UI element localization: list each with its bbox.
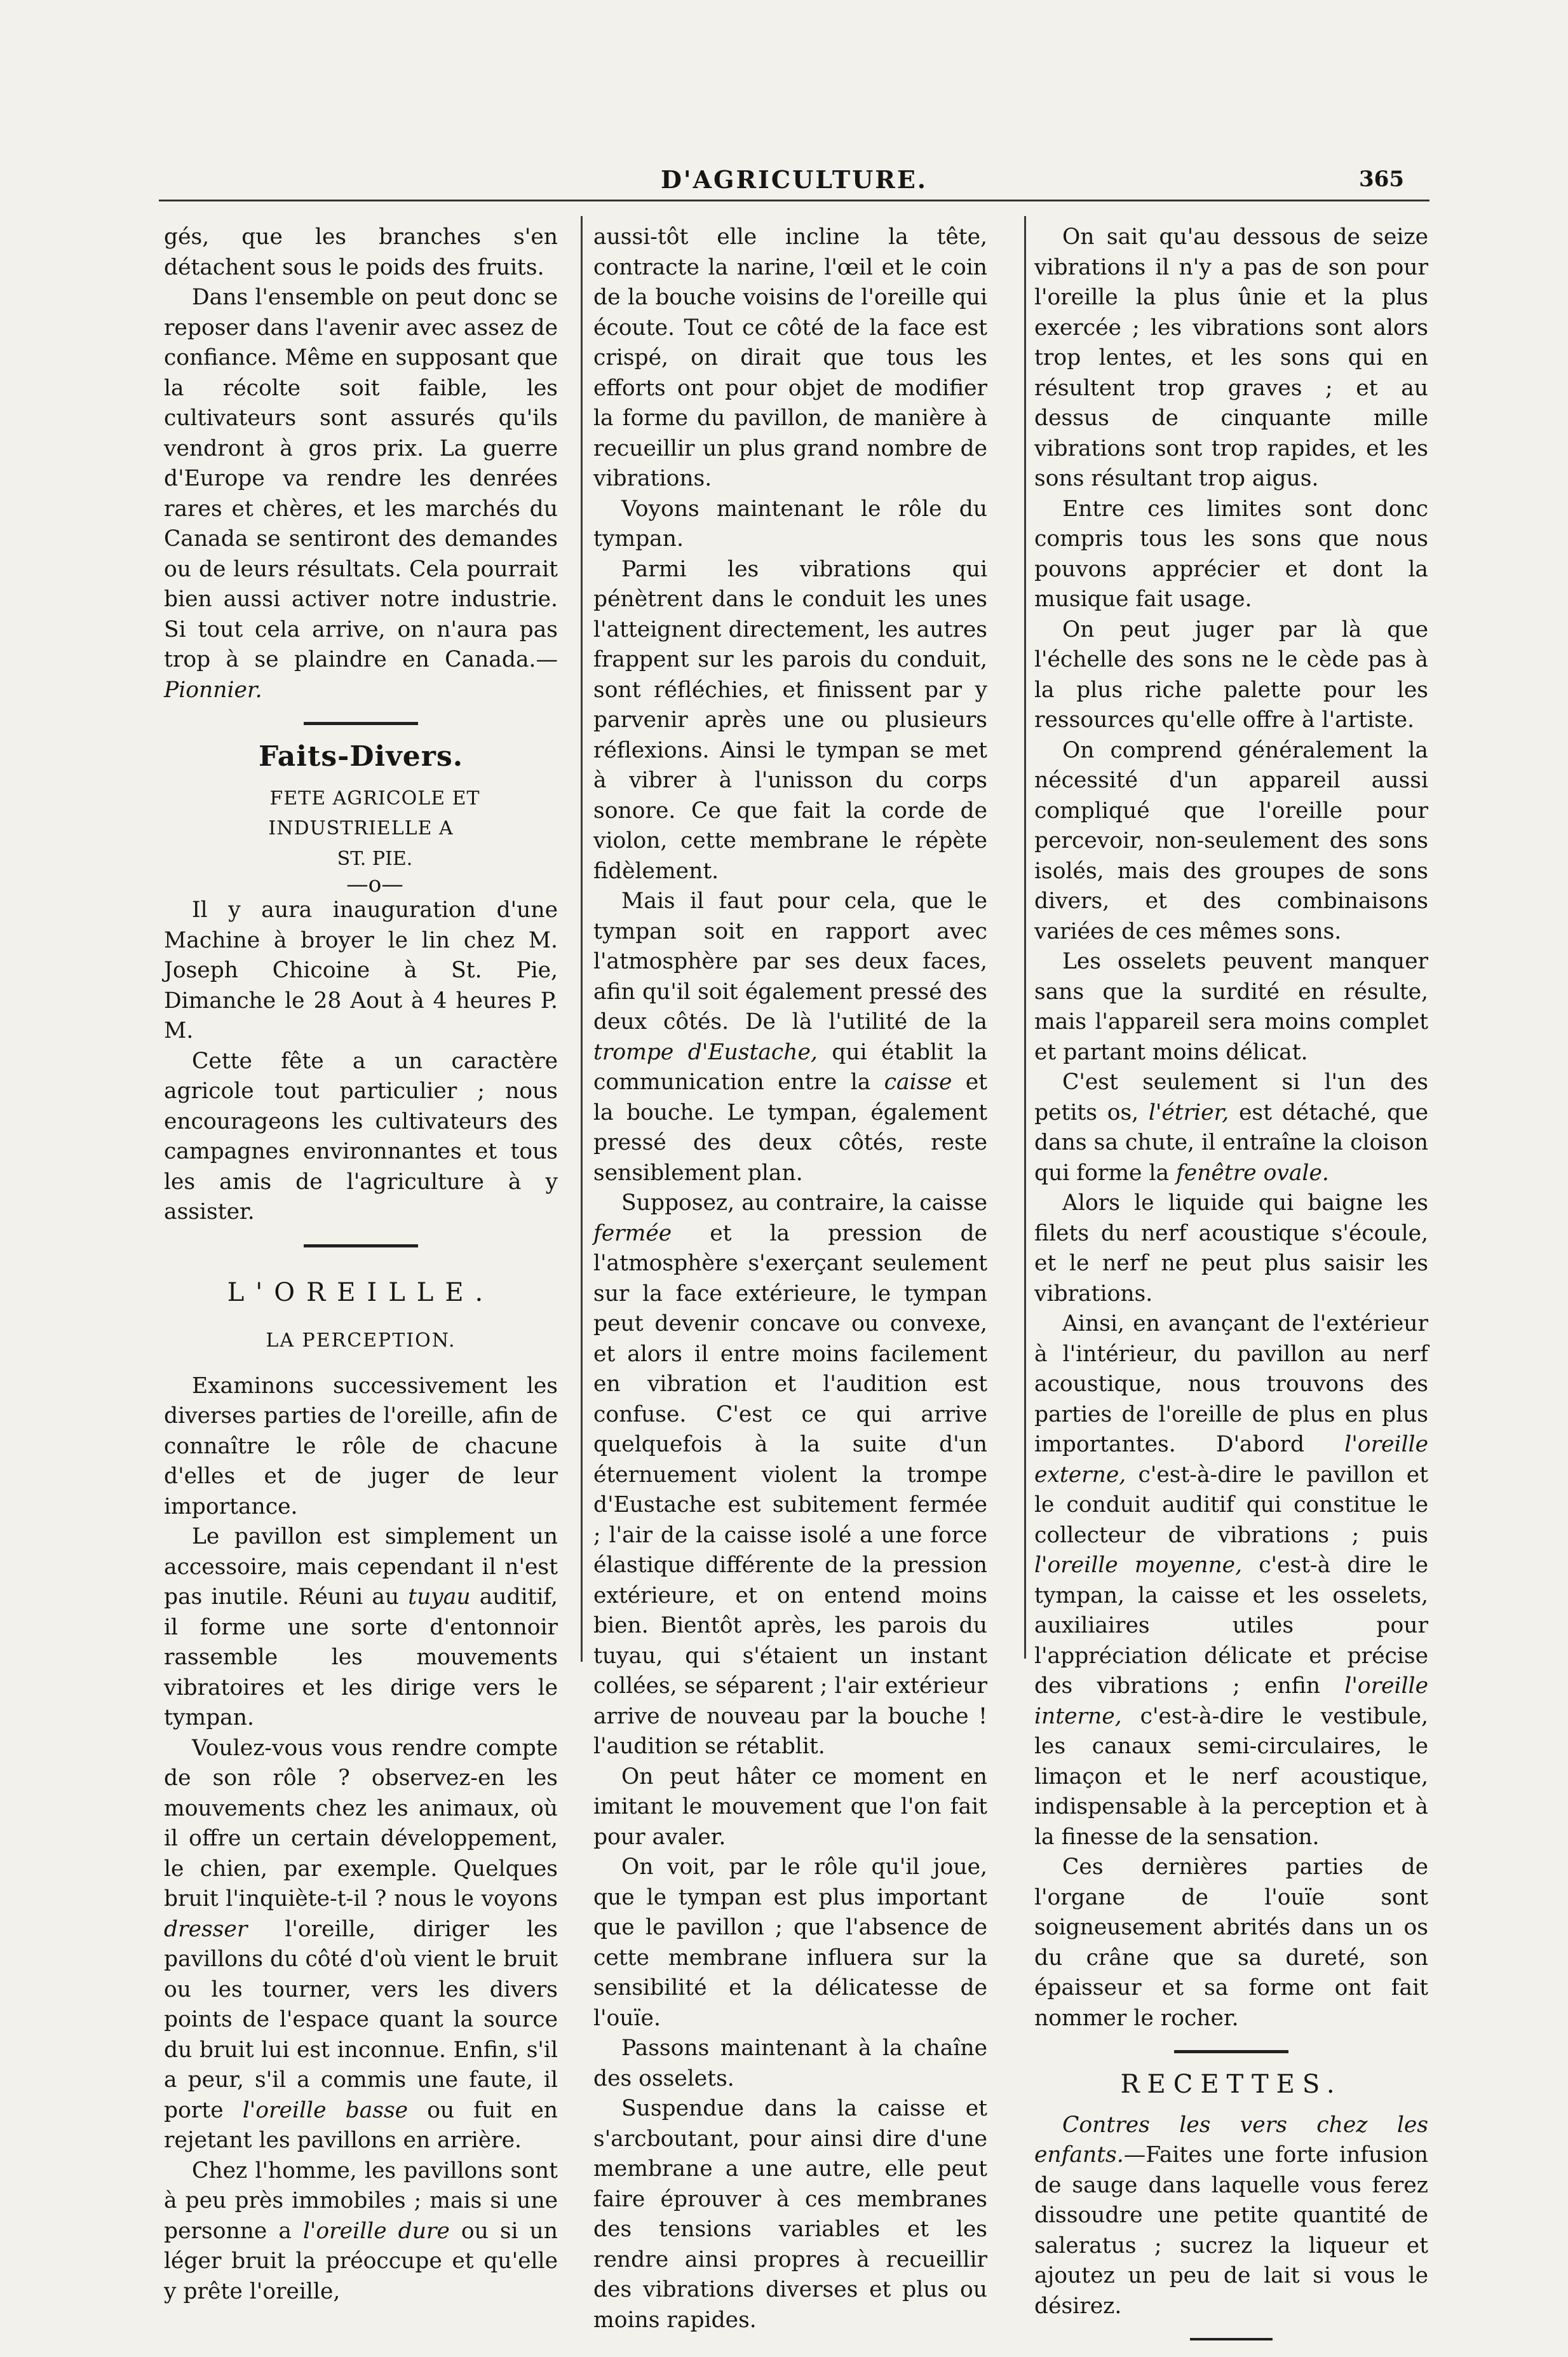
italic-term: l'étrier, [1148, 1099, 1229, 1125]
section-separator [304, 722, 418, 725]
italic-term: l'oreille dure [302, 2218, 450, 2244]
paragraph: On peut juger par là que l'échelle des sons ne le cède pas à la plus riche palette pour les ressources qu'elle offre à l'artiste. [1034, 616, 1428, 733]
paragraph [593, 886, 987, 1188]
article-heading-line-2: ST. PIE. [337, 847, 413, 870]
paragraph: Passons maintenant à la chaîne des osselets. [593, 2035, 987, 2091]
paragraph: On comprend généralement la nécessité d'un appareil aussi compliqué que l'oreille pour percevoir, non-seulement des sons isolés, mais des groupes de sons divers, et des combinaisons variées de ces mêmes sons. [1034, 737, 1428, 944]
paragraph: Les osselets peuvent manquer sans que la surdité en résulte, mais l'appareil sera moins complet et partant moins délicat. [1034, 949, 1428, 1065]
paragraph-text: Ainsi, en avançant de l'extérieur à l'intérieur, du pavillon au nerf acoustique, nous trouvons des parties de l'oreille de plus en plus importantes. D'abord [1034, 1311, 1428, 1457]
article-heading-line-1: FETE AGRICOLE ET INDUSTRIELLE A [268, 787, 480, 839]
subheading-perception: LA PERCEPTION. [266, 1329, 456, 1352]
paragraph [164, 1734, 558, 2156]
page-number: 365 [1359, 166, 1404, 192]
italic-term: fermée [593, 1220, 672, 1246]
italic-term: dresser [164, 1916, 248, 1942]
italic-term: l'oreille interne, [1034, 1673, 1428, 1729]
paragraph-text: auditif, il forme une sorte d'entonnoir rassemble les mouvements vibratoires et les dirige vers le tympan. [164, 1584, 558, 1730]
section-heading-recettes: RECETTES. [1120, 2070, 1342, 2099]
paragraph: Parmi les vibrations qui pénètrent dans le conduit les unes l'atteignent directement, les autres frappent sur les parois du conduit, sont réfléchies, et finissent par y parvenir après une ou plusieurs réflexions. Ainsi le tympan se met à vibrer à l'unisson du corps sonore. Ce que fait la corde de violon, cette membrane le répète fidèlement. [593, 556, 987, 884]
paragraph [164, 2156, 558, 2307]
paragraph: aussi-tôt elle incline la tête, contracte la narine, l'œil et le coin de la bouche voisins de l'oreille qui écoute. Tout ce côté de la face est crispé, on dirait que tous les efforts ont pour objet de modifier la forme du pavillon, de manière à recueillir un plus grand nombre de vibrations. [593, 224, 987, 491]
paragraph-text: qui établit la communication entre la [593, 1039, 987, 1095]
paragraph-text: l'oreille, diriger les pavillons du côté d'où vient le bruit ou les tourner, vers les divers points de l'espace quant la source du bruit lui est inconnue. Enfin, s'il a peur, s'il a commis une faute, il porte [164, 1916, 558, 2123]
italic-term: trompe d'Eustache, [593, 1039, 818, 1065]
italic-term: l'oreille moyenne, [1034, 1552, 1243, 1578]
paragraph-text: Le pavillon est simplement un accessoire, mais cependant il n'est pas inutile. Réuni au [164, 1524, 558, 1610]
paragraph: On peut hâter ce moment en imitant le mouvement que l'on fait pour avaler. [593, 1763, 987, 1850]
italic-term: fenêtre ovale. [1176, 1160, 1329, 1186]
paragraph-text: Dans l'ensemble on peut donc se reposer dans l'avenir avec assez de confiance. Même en supposant que la récolte soit faible, les cultivateurs sont assurés qu'ils vendront à gros prix. La guerre d'Europe va rendre les denrées rares et chères, et les marchés du Canada se sentiront des demandes ou de leurs résultats. Cela pourrait bien aussi activer notre industrie. Si tout cela arrive, on n'aura pas trop à se plaindre en Canada.— [164, 285, 558, 672]
paragraph: Cette fête a un caractère agricole tout particulier ; nous encourageons les cultivateurs des campagnes environnantes et tous les amis de l'agriculture à y assister. [164, 1048, 558, 1225]
paragraph: On voit, par le rôle qu'il joue, que le tympan est plus important que le pavillon ; que l'absence de cette membrane influera sur la sensibilité et la délicatesse de l'ouïe. [593, 1854, 987, 2031]
paragraph: Alors le liquide qui baigne les filets du nerf acoustique s'écoule, et le nerf ne peut plus saisir les vibrations. [1034, 1190, 1428, 1307]
ornament-dash: —o— [346, 872, 403, 897]
italic-term: tuyau [408, 1584, 471, 1610]
end-separator [1190, 2338, 1273, 2340]
paragraph: On sait qu'au dessous de seize vibrations il n'y a pas de son pour l'oreille la plus ûnie et la plus exercée ; les vibrations sont alors trop lentes, et les sons qui en résultent trop graves ; et au dessus de cinquante mille vibrations sont trop rapides, et les sons résultant trop aigus. [1034, 224, 1428, 491]
paragraph [593, 1188, 987, 1762]
recipe-title: Contres les vers chez les enfants. [1034, 2112, 1428, 2168]
paragraph-text: ou si un léger bruit la préoccupe et qu'elle y prête l'oreille, [164, 2218, 558, 2304]
paragraph [1034, 1068, 1428, 1188]
column-1 [164, 222, 558, 2307]
paragraph [164, 283, 558, 705]
section-separator [304, 1244, 418, 1247]
page-header [159, 164, 1429, 202]
paragraph-text: est détaché, que dans sa chute, il entraîne la cloison qui forme la [1034, 1099, 1429, 1186]
paragraph-text: c'est-à-dire le vestibule, les canaux semi-circulaires, le limaçon et le nerf acoustique, indispensable à la perception et à la finesse de la sensation. [1034, 1703, 1428, 1850]
recipe-paragraph [1034, 2110, 1428, 2322]
paragraph: Suspendue dans la caisse et s'arcboutant, pour ainsi dire d'une membrane a une autre, elle peut faire éprouver à ces membranes des tensions variables et les rendre ainsi propres à recueillir des vibrations diverses et plus ou moins rapides. [593, 2096, 987, 2333]
column-3 [1034, 222, 1428, 2357]
running-title: D'AGRICULTURE. [660, 165, 928, 194]
paragraph-text: c'est-à-dire le pavillon et le conduit auditif qui constitue le collecteur de vibrations ; puis [1034, 1462, 1428, 1548]
paragraph-text: c'est-à dire le tympan, la caisse et les osselets, auxiliaires utiles pour l'appréciation délicate et précise des vibrations ; enfin [1034, 1552, 1428, 1699]
paragraph-text: et la bouche. Le tympan, également pressé des deux côtés, reste sensiblement plan. [593, 1070, 988, 1186]
section-heading-faits-divers: Faits-Divers. [258, 740, 464, 773]
paragraph-text: et la pression de l'atmosphère s'exerçant seulement sur la face extérieure, le tympan peut devenir concave ou convexe, et alors il entre moins facilement en vibration et l'audition est confuse. C'est ce qui arrive quelquefois à la suite d'un éternuement violent la trompe d'Eustache est subitement fermée ; l'air de la caisse isolé a une force élastique différente de la pression extérieure, et on entend moins bien. Bientôt après, les parois du tuyau, qui s'étaient un instant collées, se séparent ; l'air extérieur arrive de nouveau par la bouche ! l'audition se rétablit. [593, 1220, 987, 1759]
paragraph-text: Voulez-vous vous rendre compte de son rôle ? observez-en les mouvements chez les animaux, où il offre un certain développement, le chien, par exemple. Quelques bruit l'inquiète-t-il ? nous le voyons [164, 1735, 558, 1912]
paragraph-text: —Faites une forte infusion de sauge dans laquelle vous ferez dissoudre une petite quantité de saleratus ; sucrez la liqueur et ajoutez un peu de lait si vous le désirez. [1034, 2142, 1428, 2319]
paragraph-text: Chez l'homme, les pavillons sont à peu près immobiles ; mais si une personne a [164, 2157, 558, 2244]
source-attribution: Pionnier. [164, 677, 262, 703]
paragraph-text: Mais il faut pour cela, que le tympan soit en rapport avec l'atmosphère par ses deux faces, afin qu'il soit également pressé des deux côtés. De là l'utilité de la [593, 888, 987, 1035]
paragraph: Examinons successivement les diverses parties de l'oreille, afin de connaître le rôle de chacune d'elles et de juger de leur importance. [164, 1373, 558, 1519]
paragraph: Entre ces limites sont donc compris tous les sons que nous pouvons apprécier et dont la musique fait usage. [1034, 496, 1428, 612]
paragraph [1034, 1309, 1428, 1852]
paragraph: gés, que les branches s'en détachent sous le poids des fruits. [164, 224, 558, 280]
column-divider-2 [1024, 216, 1026, 1659]
paragraph: Voyons maintenant le rôle du tympan. [593, 496, 987, 552]
italic-term: caisse [884, 1070, 952, 1095]
paragraph: Il y aura inauguration d'une Machine à broyer le lin chez M. Joseph Chicoine à St. Pie, Dimanche le 28 Aout à 4 heures P. M. [164, 897, 558, 1043]
paragraph-text: C'est seulement si l'un des petits os, [1034, 1070, 1428, 1125]
section-separator [1174, 2050, 1288, 2053]
header-rule [159, 200, 1429, 201]
column-divider-1 [581, 216, 583, 1662]
paragraph [164, 1522, 558, 1734]
column-2 [593, 222, 987, 2335]
paragraph-text: ou fuit en rejetant les pavillons en arrière. [164, 2097, 558, 2153]
section-heading-oreille: L'OREILLE. [227, 1277, 495, 1307]
paragraph: Ces dernières parties de l'organe de l'ouïe sont soigneusement abrités dans un os du crâne que sa dureté, son épaisseur et sa forme ont fait nommer le rocher. [1034, 1854, 1428, 2031]
italic-term: l'oreille externe, [1034, 1432, 1428, 1488]
paragraph-text: Supposez, au contraire, la caisse [621, 1190, 987, 1216]
italic-term: l'oreille basse [242, 2097, 409, 2123]
